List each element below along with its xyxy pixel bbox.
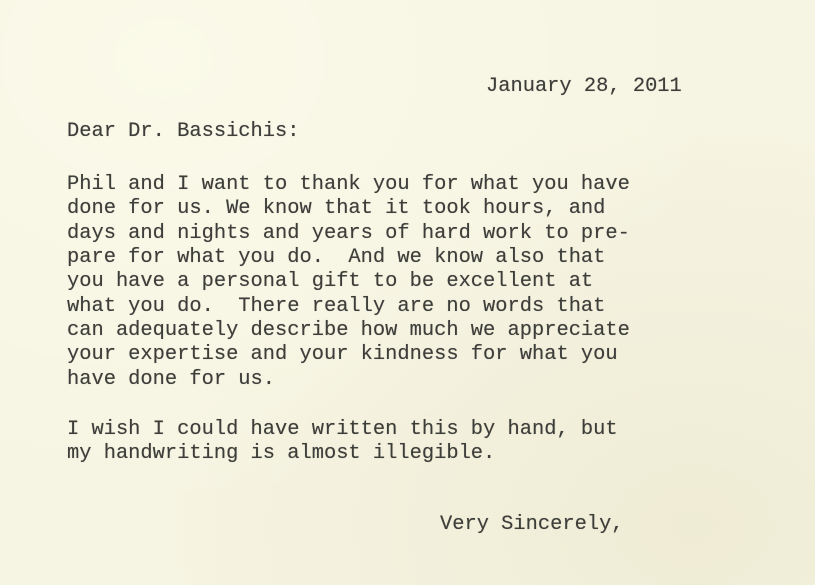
closing: Very Sincerely,	[440, 513, 624, 536]
paragraph-1-line: you have a personal gift to be excellent at	[67, 270, 594, 293]
paragraph-1-line: pare for what you do. And we know also that	[67, 246, 606, 269]
paragraph-1-line: have done for us.	[67, 368, 276, 391]
paragraph-1-line: done for us. We know that it took hours, and	[67, 197, 606, 220]
paragraph-2-line: my handwriting is almost illegible.	[67, 442, 496, 465]
paragraph-2-line: I wish I could have written this by hand, but	[67, 418, 618, 441]
salutation: Dear Dr. Bassichis:	[67, 120, 300, 143]
paragraph-1-line: days and nights and years of hard work to pre-	[67, 222, 630, 245]
paragraph-1-line: can adequately describe how much we appreciate	[67, 319, 630, 342]
paragraph-1-line: your expertise and your kindness for what you	[67, 343, 618, 366]
paragraph-1-line: what you do. There really are no words that	[67, 295, 606, 318]
letter-date: January 28, 2011	[486, 75, 682, 98]
paragraph-1-line: Phil and I want to thank you for what you have	[67, 173, 630, 196]
